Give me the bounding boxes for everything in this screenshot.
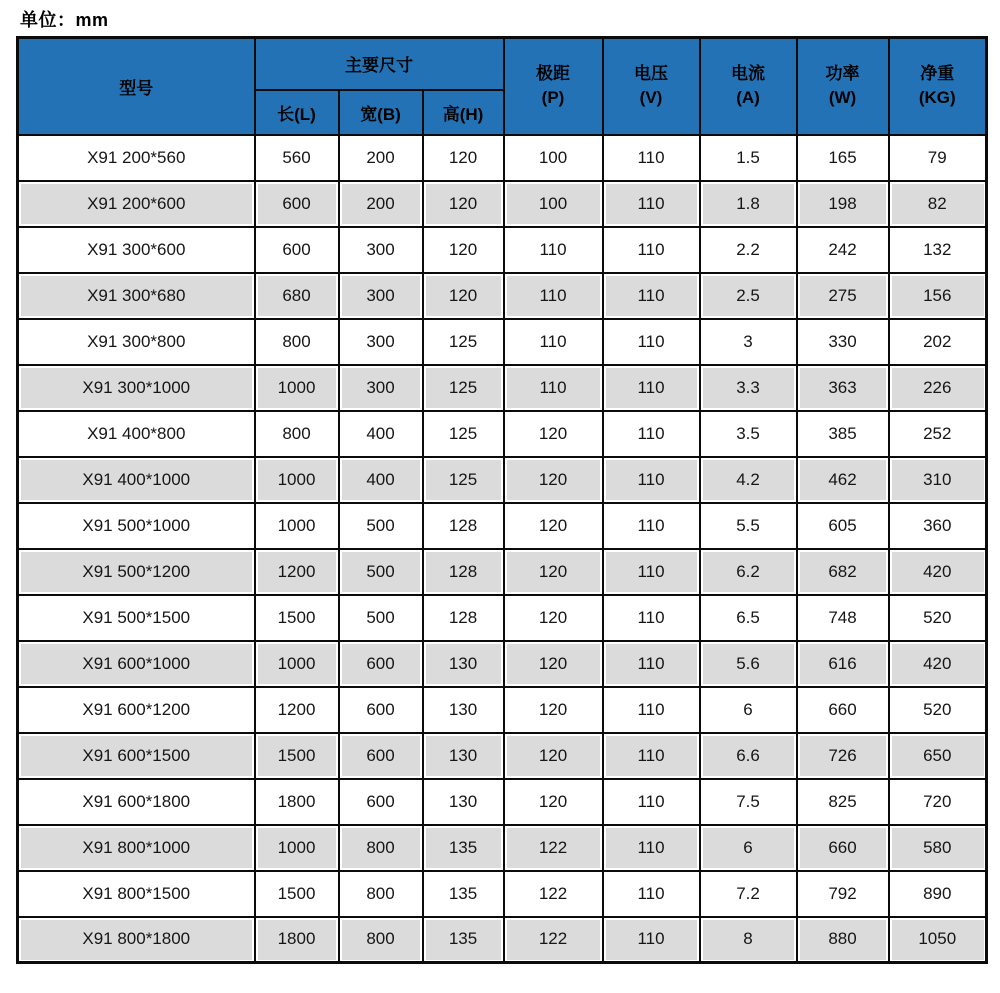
- value-cell: 200: [339, 181, 423, 227]
- value-cell: 120: [504, 779, 603, 825]
- value-cell: 500: [339, 503, 423, 549]
- column-header-power-unit: (W): [828, 88, 857, 108]
- value-cell: 600: [339, 641, 423, 687]
- table-row: [18, 181, 987, 227]
- value-cell: 165: [797, 135, 889, 181]
- table-row: [18, 641, 987, 687]
- value-cell: 100: [504, 181, 603, 227]
- value-cell: 400: [339, 411, 423, 457]
- value-cell: 600: [255, 227, 339, 273]
- value-cell: 110: [504, 365, 603, 411]
- value-cell: 825: [797, 779, 889, 825]
- column-header-net-weight-name: 净重: [920, 64, 955, 84]
- value-cell: 3: [700, 319, 797, 365]
- value-cell: 600: [339, 779, 423, 825]
- table-row: [18, 273, 987, 319]
- value-cell: 8: [700, 917, 797, 963]
- value-cell: 600: [255, 181, 339, 227]
- value-cell: 650: [889, 733, 987, 779]
- column-header-width: 宽(B): [339, 90, 423, 135]
- value-cell: 110: [603, 595, 700, 641]
- value-cell: 110: [603, 181, 700, 227]
- value-cell: 110: [603, 319, 700, 365]
- value-cell: 125: [423, 365, 504, 411]
- value-cell: 6.5: [700, 595, 797, 641]
- value-cell: 7.2: [700, 871, 797, 917]
- value-cell: 1000: [255, 641, 339, 687]
- spec-table: [16, 36, 988, 964]
- value-cell: 110: [603, 871, 700, 917]
- value-cell: 122: [504, 917, 603, 963]
- column-header-pole-pitch-name: 极距: [536, 64, 571, 84]
- value-cell: 400: [339, 457, 423, 503]
- value-cell: 1800: [255, 917, 339, 963]
- column-header-power: [797, 38, 889, 135]
- value-cell: 300: [339, 365, 423, 411]
- value-cell: 880: [797, 917, 889, 963]
- value-cell: 363: [797, 365, 889, 411]
- value-cell: 82: [889, 181, 987, 227]
- value-cell: 110: [603, 549, 700, 595]
- value-cell: 120: [504, 641, 603, 687]
- value-cell: 110: [603, 641, 700, 687]
- value-cell: 800: [255, 411, 339, 457]
- value-cell: 800: [339, 825, 423, 871]
- table-row: [18, 779, 987, 825]
- value-cell: 600: [339, 687, 423, 733]
- table-row: [18, 457, 987, 503]
- value-cell: 7.5: [700, 779, 797, 825]
- value-cell: 310: [889, 457, 987, 503]
- value-cell: 110: [603, 457, 700, 503]
- column-header-voltage-unit: (V): [639, 88, 663, 108]
- value-cell: 660: [797, 687, 889, 733]
- unit-label: 单位：mm: [20, 10, 109, 30]
- value-cell: 890: [889, 871, 987, 917]
- value-cell: 1200: [255, 549, 339, 595]
- value-cell: 110: [603, 365, 700, 411]
- model-cell: X91 300*800: [18, 319, 255, 365]
- value-cell: 110: [603, 733, 700, 779]
- value-cell: 1200: [255, 687, 339, 733]
- value-cell: 2.2: [700, 227, 797, 273]
- value-cell: 3.5: [700, 411, 797, 457]
- value-cell: 800: [339, 871, 423, 917]
- value-cell: 580: [889, 825, 987, 871]
- value-cell: 198: [797, 181, 889, 227]
- value-cell: 6.2: [700, 549, 797, 595]
- model-cell: X91 800*1500: [18, 871, 255, 917]
- value-cell: 420: [889, 641, 987, 687]
- value-cell: 132: [889, 227, 987, 273]
- model-cell: X91 800*1000: [18, 825, 255, 871]
- model-cell: X91 200*560: [18, 135, 255, 181]
- value-cell: 120: [423, 135, 504, 181]
- value-cell: 330: [797, 319, 889, 365]
- table-row: [18, 227, 987, 273]
- value-cell: 242: [797, 227, 889, 273]
- value-cell: 130: [423, 779, 504, 825]
- value-cell: 800: [339, 917, 423, 963]
- value-cell: 120: [423, 227, 504, 273]
- value-cell: 110: [603, 779, 700, 825]
- value-cell: 1500: [255, 595, 339, 641]
- value-cell: 2.5: [700, 273, 797, 319]
- model-cell: X91 600*1500: [18, 733, 255, 779]
- value-cell: 130: [423, 687, 504, 733]
- column-header-net-weight: [889, 38, 987, 135]
- model-cell: X91 500*1000: [18, 503, 255, 549]
- value-cell: 605: [797, 503, 889, 549]
- value-cell: 130: [423, 641, 504, 687]
- value-cell: 520: [889, 595, 987, 641]
- value-cell: 128: [423, 503, 504, 549]
- value-cell: 616: [797, 641, 889, 687]
- value-cell: 462: [797, 457, 889, 503]
- value-cell: 125: [423, 319, 504, 365]
- value-cell: 200: [339, 135, 423, 181]
- header-row-1: [18, 38, 987, 90]
- value-cell: 125: [423, 411, 504, 457]
- model-cell: X91 300*680: [18, 273, 255, 319]
- value-cell: 110: [504, 319, 603, 365]
- value-cell: 120: [423, 273, 504, 319]
- value-cell: 110: [603, 135, 700, 181]
- value-cell: 130: [423, 733, 504, 779]
- value-cell: 300: [339, 273, 423, 319]
- value-cell: 120: [504, 595, 603, 641]
- model-cell: X91 400*800: [18, 411, 255, 457]
- value-cell: 5.6: [700, 641, 797, 687]
- table-row: [18, 135, 987, 181]
- table-row: [18, 503, 987, 549]
- value-cell: 3.3: [700, 365, 797, 411]
- value-cell: 520: [889, 687, 987, 733]
- column-header-voltage-name: 电压: [634, 64, 669, 84]
- model-cell: X91 600*1800: [18, 779, 255, 825]
- column-header-length: 长(L): [255, 90, 339, 135]
- model-cell: X91 200*600: [18, 181, 255, 227]
- value-cell: 1000: [255, 365, 339, 411]
- value-cell: 420: [889, 549, 987, 595]
- column-header-pole-pitch-unit: (P): [541, 88, 565, 108]
- column-header-pole-pitch: [504, 38, 603, 135]
- column-header-model: 型号: [18, 38, 255, 135]
- value-cell: 226: [889, 365, 987, 411]
- value-cell: 110: [504, 227, 603, 273]
- value-cell: 156: [889, 273, 987, 319]
- value-cell: 500: [339, 549, 423, 595]
- table-row: [18, 687, 987, 733]
- value-cell: 720: [889, 779, 987, 825]
- model-cell: X91 500*1500: [18, 595, 255, 641]
- value-cell: 748: [797, 595, 889, 641]
- model-cell: X91 600*1000: [18, 641, 255, 687]
- value-cell: 110: [603, 503, 700, 549]
- value-cell: 120: [504, 733, 603, 779]
- value-cell: 100: [504, 135, 603, 181]
- column-header-current: [700, 38, 797, 135]
- value-cell: 120: [423, 181, 504, 227]
- spec-table-header: [18, 38, 987, 135]
- table-row: [18, 733, 987, 779]
- value-cell: 135: [423, 917, 504, 963]
- value-cell: 135: [423, 825, 504, 871]
- value-cell: 122: [504, 871, 603, 917]
- value-cell: 122: [504, 825, 603, 871]
- value-cell: 1800: [255, 779, 339, 825]
- table-row: [18, 319, 987, 365]
- value-cell: 110: [504, 273, 603, 319]
- value-cell: 792: [797, 871, 889, 917]
- model-cell: X91 400*1000: [18, 457, 255, 503]
- value-cell: 125: [423, 457, 504, 503]
- value-cell: 252: [889, 411, 987, 457]
- table-row: [18, 917, 987, 963]
- value-cell: 120: [504, 503, 603, 549]
- value-cell: 682: [797, 549, 889, 595]
- value-cell: 1500: [255, 871, 339, 917]
- value-cell: 600: [339, 733, 423, 779]
- table-row: [18, 411, 987, 457]
- model-cell: X91 800*1800: [18, 917, 255, 963]
- value-cell: 1.8: [700, 181, 797, 227]
- value-cell: 110: [603, 273, 700, 319]
- table-row: [18, 825, 987, 871]
- value-cell: 1050: [889, 917, 987, 963]
- value-cell: 1000: [255, 825, 339, 871]
- value-cell: 6.6: [700, 733, 797, 779]
- value-cell: 128: [423, 549, 504, 595]
- value-cell: 300: [339, 227, 423, 273]
- value-cell: 5.5: [700, 503, 797, 549]
- value-cell: 120: [504, 687, 603, 733]
- value-cell: 1000: [255, 503, 339, 549]
- value-cell: 120: [504, 549, 603, 595]
- value-cell: 680: [255, 273, 339, 319]
- value-cell: 120: [504, 457, 603, 503]
- model-cell: X91 500*1200: [18, 549, 255, 595]
- column-header-net-weight-unit: (KG): [918, 88, 956, 108]
- value-cell: 6: [700, 687, 797, 733]
- model-cell: X91 300*600: [18, 227, 255, 273]
- model-cell: X91 300*1000: [18, 365, 255, 411]
- value-cell: 660: [797, 825, 889, 871]
- value-cell: 120: [504, 411, 603, 457]
- column-header-height: 高(H): [423, 90, 504, 135]
- table-row: [18, 595, 987, 641]
- column-header-current-unit: (A): [736, 88, 760, 108]
- value-cell: 500: [339, 595, 423, 641]
- value-cell: 110: [603, 227, 700, 273]
- value-cell: 360: [889, 503, 987, 549]
- value-cell: 1.5: [700, 135, 797, 181]
- value-cell: 800: [255, 319, 339, 365]
- table-row: [18, 871, 987, 917]
- column-header-power-name: 功率: [825, 64, 860, 84]
- value-cell: 4.2: [700, 457, 797, 503]
- table-row: [18, 549, 987, 595]
- column-header-current-name: 电流: [731, 64, 766, 84]
- value-cell: 128: [423, 595, 504, 641]
- value-cell: 726: [797, 733, 889, 779]
- model-cell: X91 600*1200: [18, 687, 255, 733]
- value-cell: 1000: [255, 457, 339, 503]
- value-cell: 275: [797, 273, 889, 319]
- value-cell: 110: [603, 825, 700, 871]
- value-cell: 1500: [255, 733, 339, 779]
- table-row: [18, 365, 987, 411]
- value-cell: 385: [797, 411, 889, 457]
- column-header-main-dimensions: 主要尺寸: [255, 38, 504, 90]
- value-cell: 560: [255, 135, 339, 181]
- value-cell: 6: [700, 825, 797, 871]
- value-cell: 110: [603, 411, 700, 457]
- value-cell: 110: [603, 917, 700, 963]
- column-header-voltage: [603, 38, 700, 135]
- value-cell: 110: [603, 687, 700, 733]
- value-cell: 300: [339, 319, 423, 365]
- value-cell: 79: [889, 135, 987, 181]
- value-cell: 135: [423, 871, 504, 917]
- spec-table-body: [18, 135, 987, 963]
- value-cell: 202: [889, 319, 987, 365]
